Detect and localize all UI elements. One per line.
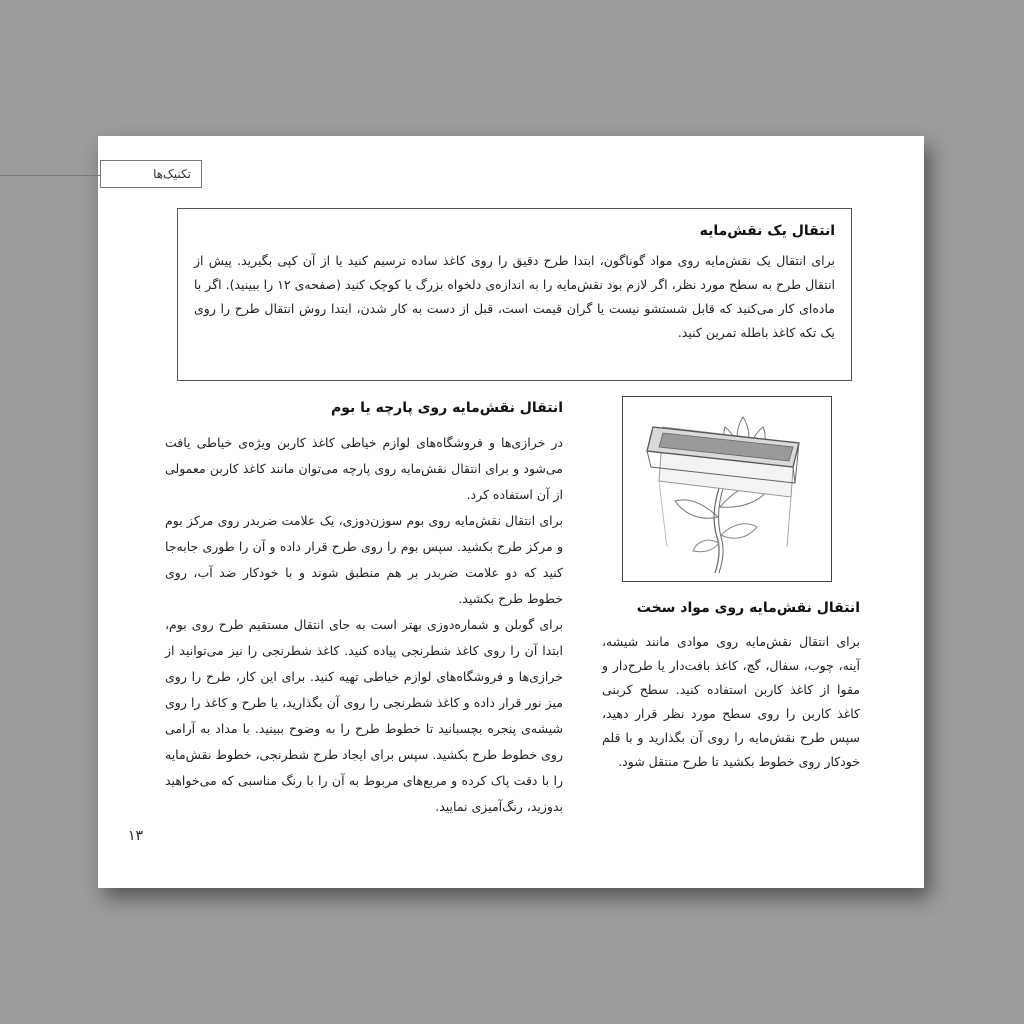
fabric-paragraph: برای گوبلن و شماره‌دوزی بهتر است به جای انتقال مستقیم طرح روی بوم، ابتدا آن را روی کاغذ شطرنجی پیاده کنید. کاغذ شطرنجی را نیز می‌توانید از خرازی‌ها و فروشگاه‌های لوازم خیاطی تهیه کنید. برای این کار، طرح را روی میز نور قرار داده و کاغذ شطرنجی را روی آن بگذارید، یا طرح و کاغذ را روی شیشه‌ی پنجره بچسبانید تا خطوط طرح را به وضوح ببینید. با مداد به آرامی روی خطوط طرح بکشید. سپس برای ایجاد طرح شطرنجی، خطوط نقش‌مایه را با دقت پاک کرده و مربع‌های مربوط به آن را با رنگ مناسبی که می‌خواهید بدوزید، رنگ‌آمیزی نمایید. [165, 617, 563, 814]
transfer-illustration [622, 396, 832, 582]
header-rule [0, 175, 100, 176]
hard-section-title: انتقال نقش‌مایه روی مواد سخت [636, 600, 860, 616]
fabric-paragraph: در خرازی‌ها و فروشگاه‌های لوازم خیاطی کاغذ کاربن ویژه‌ی خیاطی یافت می‌شود و برای انتقال نقش‌مایه روی پارچه می‌توان مانند کاغذ کاربن معمولی از آن استفاده کرد. [165, 435, 563, 502]
intro-text: برای انتقال یک نقش‌مایه روی مواد گوناگون، ابتدا طرح دقیق را روی کاغذ ساده ترسیم کنید یا از آن کپی بگیرید. پیش از انتقال طرح به سطح مورد نظر، اگر لازم بود نقش‌مایه را به اندازه‌ی دلخواه بزرگ یا کوچک کنید (صفحه‌ی ۱۲ را ببینید). اگر با ماده‌ای کار می‌کنید که قابل شستشو نیست یا گران قیمت است، قبل از دست به کار شدن، ابتدا روش انتقال طرح را روی یک تکه کاغذ باطله تمرین کنید. [194, 253, 836, 340]
intro-box [177, 208, 852, 381]
running-header: تکنیک‌ها [100, 160, 202, 188]
intro-title: انتقال یک نقش‌مایه [699, 223, 835, 239]
fabric-section-title: انتقال نقش‌مایه روی پارچه یا بوم [331, 400, 563, 416]
hard-section-text: برای انتقال نقش‌مایه روی موادی مانند شیشه، آینه، چوب، سفال، گچ، کاغذ بافت‌دار یا طرح‌دار و مقوا از کاغذ کاربن استفاده کنید. سطح کربنی کاغذ کاربن را روی سطح مورد نظر قرار دهید، سپس طرح نقش‌مایه را روی آن بگذارید و با قلم خودکار روی خطوط بکشید تا طرح منتقل شود. [602, 634, 860, 769]
flower-tracing-drawing [623, 397, 831, 581]
fabric-section [165, 400, 563, 820]
hard-section [602, 600, 860, 774]
page-number: ۱۳ [128, 828, 144, 844]
fabric-paragraph: برای انتقال نقش‌مایه روی بوم سوزن‌دوزی، یک علامت ضربدر روی مرکز بوم و مرکز طرح بکشید. سپس بوم را روی طرح قرار داده و آن را طوری جابه‌جا کنید که دو علامت ضربدر بر هم منطبق شوند و با خودکار ضد آب، روی خطوط طرح بکشید. [165, 513, 563, 606]
